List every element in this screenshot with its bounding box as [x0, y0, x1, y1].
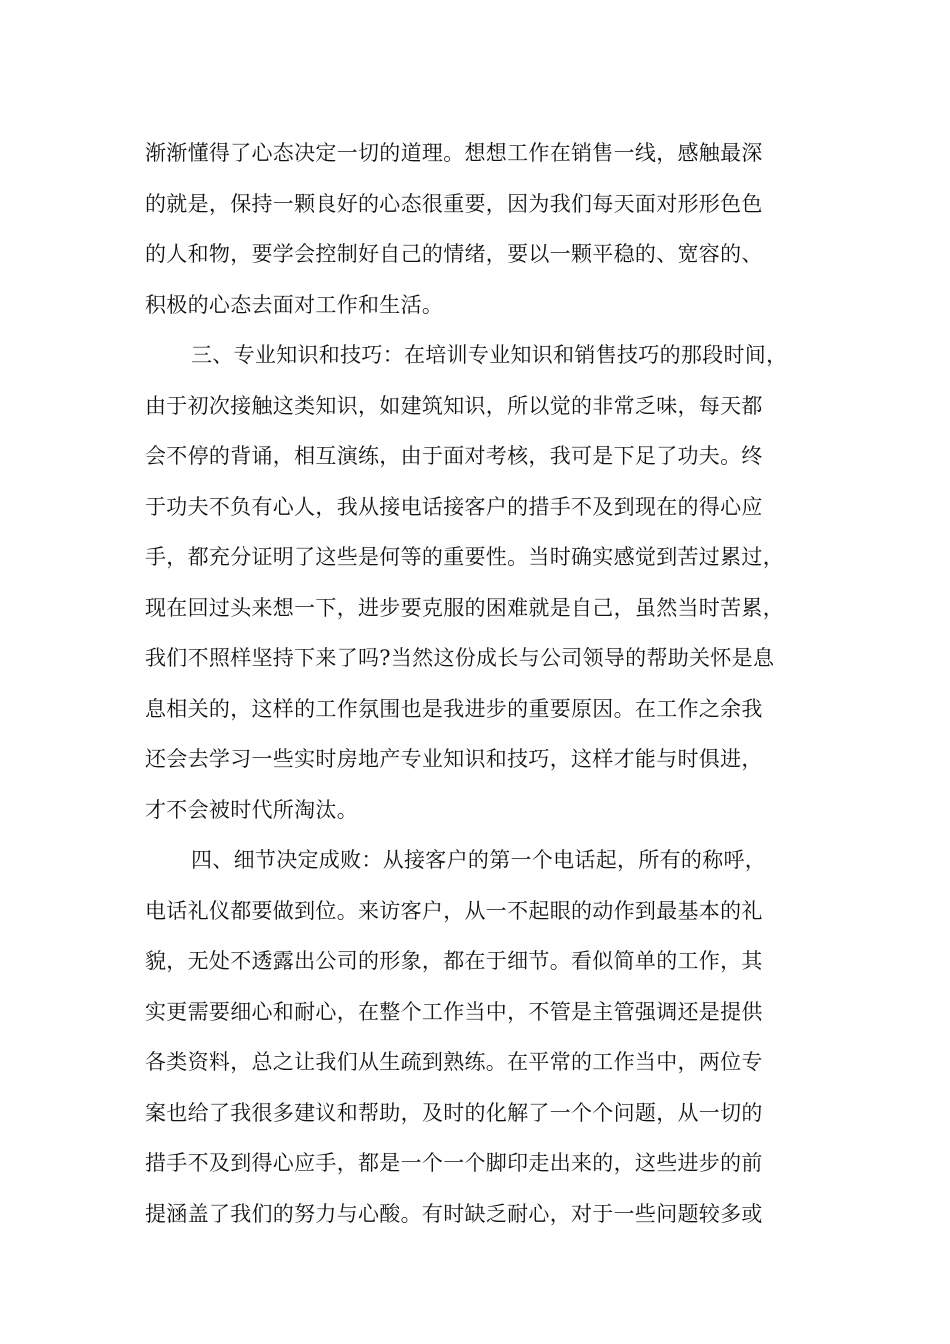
- text-line: 措手不及到得心应手，都是一个一个脚印走出来的，这些进步的前: [145, 1151, 763, 1175]
- text-line: 积极的心态去面对工作和生活。: [145, 292, 444, 317]
- text-line: 电话礼仪都要做到位。来访客户，从一不起眼的动作到最基本的礼: [145, 898, 763, 923]
- text-line: 才不会被时代所淘汰。: [145, 797, 358, 822]
- text-line: 息相关的，这样的工作氛围也是我进步的重要原因。在工作之余我: [145, 696, 763, 721]
- text-line: 的就是，保持一颗良好的心态很重要，因为我们每天面对形形色色: [145, 191, 763, 216]
- text-line: 由于初次接触这类知识，如建筑知识，所以觉的非常乏味，每天都: [145, 393, 763, 418]
- text-line: 各类资料，总之让我们从生疏到熟练。在平常的工作当中，两位专: [145, 1050, 763, 1074]
- text-line: 会不停的背诵，相互演练，由于面对考核，我可是下足了功夫。终: [145, 444, 763, 468]
- section-heading-line: 四、细节决定成败：从接客户的第一个电话起，所有的称呼，: [191, 848, 767, 872]
- document-body: [145, 128, 810, 1239]
- text-line: 手，都充分证明了这些是何等的重要性。当时确实感觉到苦过累过，: [145, 545, 784, 569]
- text-line: 貌，无处不透露出公司的形象，都在于细节。看似简单的工作，其: [145, 949, 763, 973]
- text-line: 案也给了我很多建议和帮助，及时的化解了一个个问题，从一切的: [145, 1100, 763, 1125]
- text-line: 现在回过头来想一下，进步要克服的困难就是自己，虽然当时苦累，: [145, 595, 784, 620]
- text-line: 实更需要细心和耐心，在整个工作当中，不管是主管强调还是提供: [145, 999, 763, 1024]
- section-heading-line: 三、专业知识和技巧：在培训专业知识和销售技巧的那段时间，: [191, 343, 788, 367]
- text-line: 于功夫不负有心人，我从接电话接客户的措手不及到现在的得心应: [145, 494, 763, 519]
- text-line: 渐渐懂得了心态决定一切的道理。想想工作在销售一线，感触最深: [145, 141, 763, 165]
- text-line: 我们不照样坚持下来了吗?当然这份成长与公司领导的帮助关怀是息: [145, 646, 775, 670]
- text-line: 提涵盖了我们的努力与心酸。有时缺乏耐心，对于一些问题较多或: [145, 1201, 763, 1226]
- text-line: 的人和物，要学会控制好自己的情绪，要以一颗平稳的、宽容的、: [145, 242, 763, 266]
- text-line: 还会去学习一些实时房地产专业知识和技巧，这样才能与时俱进，: [145, 747, 763, 771]
